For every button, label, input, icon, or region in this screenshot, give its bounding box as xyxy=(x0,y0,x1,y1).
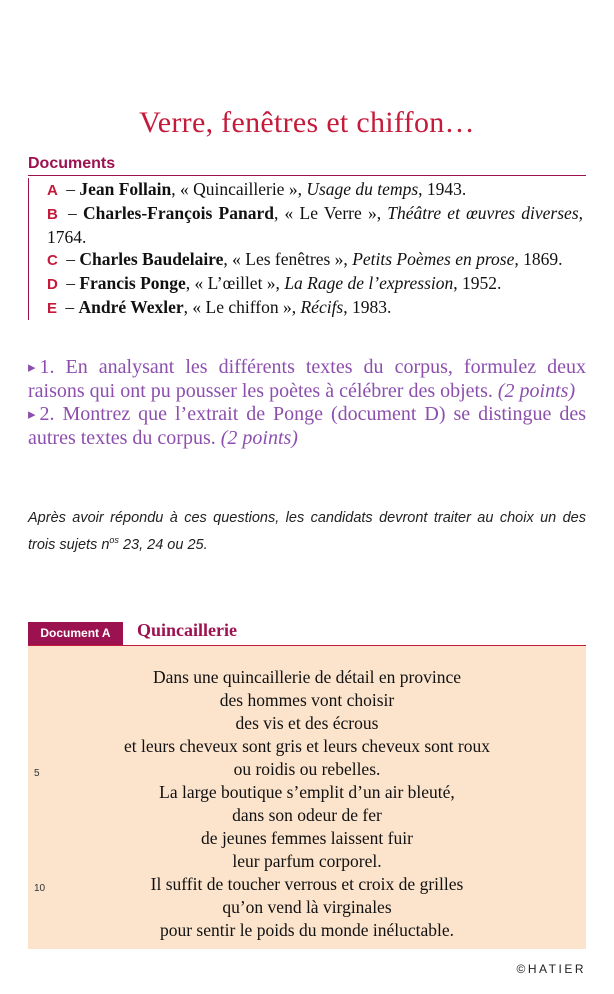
poem-line-text: ou roidis ou rebelles. xyxy=(233,759,381,779)
documents-list xyxy=(28,178,583,320)
triangle-bullet-icon: ▸ xyxy=(28,360,36,376)
note-text-end: 23, 24 ou 25. xyxy=(118,536,208,553)
document-date: 1764. xyxy=(47,227,87,247)
document-letter: D xyxy=(47,276,58,293)
document-entry-c xyxy=(47,248,583,272)
poem-line xyxy=(86,689,528,712)
poem-line-text: de jeunes femmes laissent fuir xyxy=(201,828,413,848)
document-separator: , « Quincaillerie », xyxy=(171,179,307,199)
document-entry-d xyxy=(47,272,583,296)
document-author: Charles Baudelaire xyxy=(79,249,224,269)
poem-line-text: La large boutique s’emplit d’un air bleuté, xyxy=(159,782,455,802)
poem xyxy=(28,666,528,942)
note-text: Après avoir répondu à ces questions, les candidats devront traiter au choix un des trois sujets n xyxy=(28,510,586,553)
document-separator: , « Le chiffon », xyxy=(183,297,301,317)
poem-line-text: Dans une quincaillerie de détail en province xyxy=(152,667,462,687)
poem-line-text: pour sentir le poids du monde inéluctable. xyxy=(159,920,455,940)
poem-line xyxy=(86,666,528,689)
questions xyxy=(28,356,586,450)
document-entry-b xyxy=(47,202,583,248)
document-author: Jean Follain xyxy=(79,179,172,199)
poem-line xyxy=(86,896,528,919)
poem-line xyxy=(34,873,528,896)
documents-heading: Documents xyxy=(28,155,116,172)
poem-line xyxy=(86,781,528,804)
document-work: La Rage de l’expression xyxy=(284,273,454,293)
document-date: , 1943. xyxy=(418,179,467,199)
poem-line-text: Il suffit de toucher verrous et croix de grilles xyxy=(150,874,464,894)
document-letter: B xyxy=(47,206,58,223)
poem-line xyxy=(86,827,528,850)
document-author: André Wexler xyxy=(78,297,184,317)
question-text: 2. Montrez que l’extrait de Ponge (document D) se distingue des autres textes du corpus. xyxy=(28,403,586,449)
documents-rule xyxy=(28,175,586,176)
line-number: 5 xyxy=(34,768,40,779)
document-entry-a xyxy=(47,178,583,202)
document-work: Théâtre et œuvres diverses, xyxy=(387,203,583,223)
dash: – xyxy=(61,249,80,269)
triangle-bullet-icon: ▸ xyxy=(28,407,36,423)
question-2 xyxy=(28,403,586,450)
poem-line xyxy=(34,758,528,781)
document-date: , 1983. xyxy=(343,297,392,317)
poem-line xyxy=(86,850,528,873)
poem-line xyxy=(86,735,528,758)
question-points: (2 points) xyxy=(497,380,576,402)
question-points: (2 points) xyxy=(220,427,298,449)
document-date: 1869. xyxy=(518,249,563,269)
copyright: ©HATIER xyxy=(516,962,586,976)
instructions-note xyxy=(28,507,586,556)
poem-panel xyxy=(28,646,586,949)
poem-line xyxy=(86,804,528,827)
document-separator: , « Le Verre », xyxy=(273,203,388,223)
document-date: , 1952. xyxy=(453,273,502,293)
document-work: Usage du temps xyxy=(306,179,419,199)
dash: – xyxy=(61,297,79,317)
document-work: Petits Poèmes en prose, xyxy=(352,249,519,269)
question-text: 1. En analysant les différents textes du corpus, formulez deux raisons qui ont pu pousser les poètes à célébrer des objets. xyxy=(28,356,586,402)
poem-line-text: qu’on vend là virginales xyxy=(222,897,392,917)
document-a-header xyxy=(28,620,586,646)
document-separator: , « Les fenêtres », xyxy=(223,249,353,269)
poem-line-text: leur parfum corporel. xyxy=(232,851,382,871)
document-a-title: Quincaillerie xyxy=(137,620,237,640)
document-separator: , « L’œillet », xyxy=(185,273,285,293)
document-work: Récifs xyxy=(300,297,344,317)
line-number: 10 xyxy=(34,883,46,894)
page-title: Verre, fenêtres et chiffon… xyxy=(139,106,475,139)
poem-line-text: des hommes vont choisir xyxy=(219,690,395,710)
poem-line-text: des vis et des écrous xyxy=(235,713,379,733)
dash: – xyxy=(61,203,84,223)
document-entry-e xyxy=(47,296,583,320)
document-author: Charles-François Panard xyxy=(83,203,274,223)
document-a-tag: Document A xyxy=(28,622,123,645)
dash: – xyxy=(61,179,80,199)
document-letter: E xyxy=(47,300,58,317)
document-letter: C xyxy=(47,252,58,269)
document-letter: A xyxy=(47,182,58,199)
poem-line-text: dans son odeur de fer xyxy=(232,805,382,825)
poem-line-text: et leurs cheveux sont gris et leurs cheveux sont roux xyxy=(124,736,490,756)
question-1 xyxy=(28,356,586,403)
poem-line xyxy=(86,712,528,735)
dash: – xyxy=(61,273,80,293)
document-author: Francis Ponge xyxy=(79,273,186,293)
note-superscript: os xyxy=(109,535,119,545)
poem-line xyxy=(86,919,528,942)
